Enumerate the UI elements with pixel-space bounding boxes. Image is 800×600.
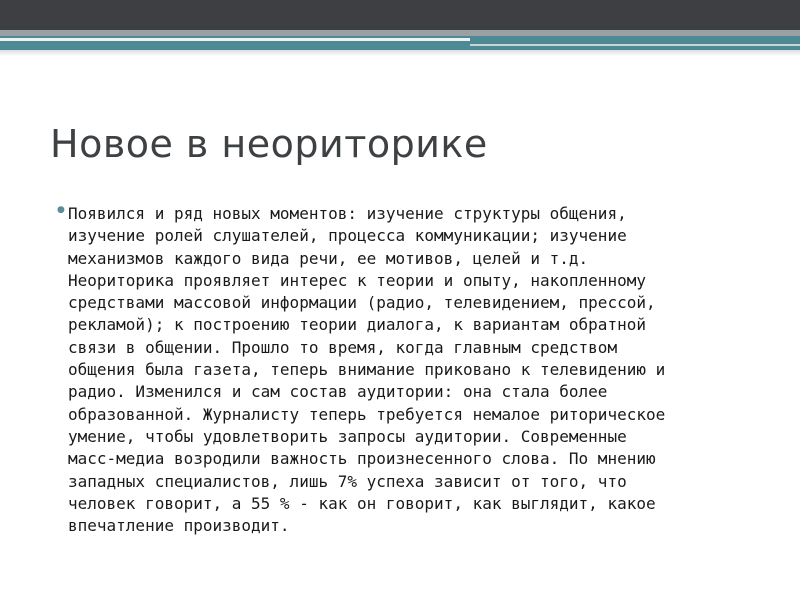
body-line: связи в общении. Прошло то время, когда главным средством	[68, 337, 618, 357]
body-line: человек говорит, а 55 % - как он говорит, как выглядит, какое	[68, 493, 656, 513]
body-line: западных специалистов, лишь 7% успеха зависит от того, что	[68, 471, 627, 491]
slide-title: Новое в неориторике	[50, 122, 488, 166]
body-line: механизмов каждого вида речи, ее мотивов, целей и т.д.	[68, 248, 589, 268]
body-line: изучение ролей слушателей, процесса коммуникации; изучение	[68, 226, 627, 246]
header-band-dark	[0, 0, 800, 30]
bullet-circle-icon: ●	[57, 205, 65, 215]
body-line: масс-медиа возродили важность произнесенного слова. По мнению	[68, 449, 656, 469]
body-line: рекламой); к построению теории диалога, к вариантам обратной	[68, 315, 646, 335]
body-line: общения была газета, теперь внимание приковано к телевидению и	[68, 360, 666, 380]
body-line: Появился и ряд новых моментов: изучение структуры общения,	[68, 204, 627, 223]
header-accent-line	[0, 38, 470, 41]
header-shadow	[0, 50, 800, 56]
body-line: умение, чтобы удовлетворить запросы аудитории. Современные	[68, 426, 627, 446]
slide-body-text	[68, 203, 758, 537]
body-line: впечатление производит.	[68, 516, 290, 536]
body-line: Неориторика проявляет интерес к теории и опыту, накопленному	[68, 270, 646, 290]
header-accent-line-right	[470, 44, 800, 46]
body-line: образованной. Журналисту теперь требуется немалое риторическое	[68, 404, 666, 424]
body-line: радио. Изменился и сам состав аудитории: она стала более	[68, 382, 608, 402]
body-line: средствами массовой информации (радио, телевидением, прессой,	[68, 293, 656, 313]
